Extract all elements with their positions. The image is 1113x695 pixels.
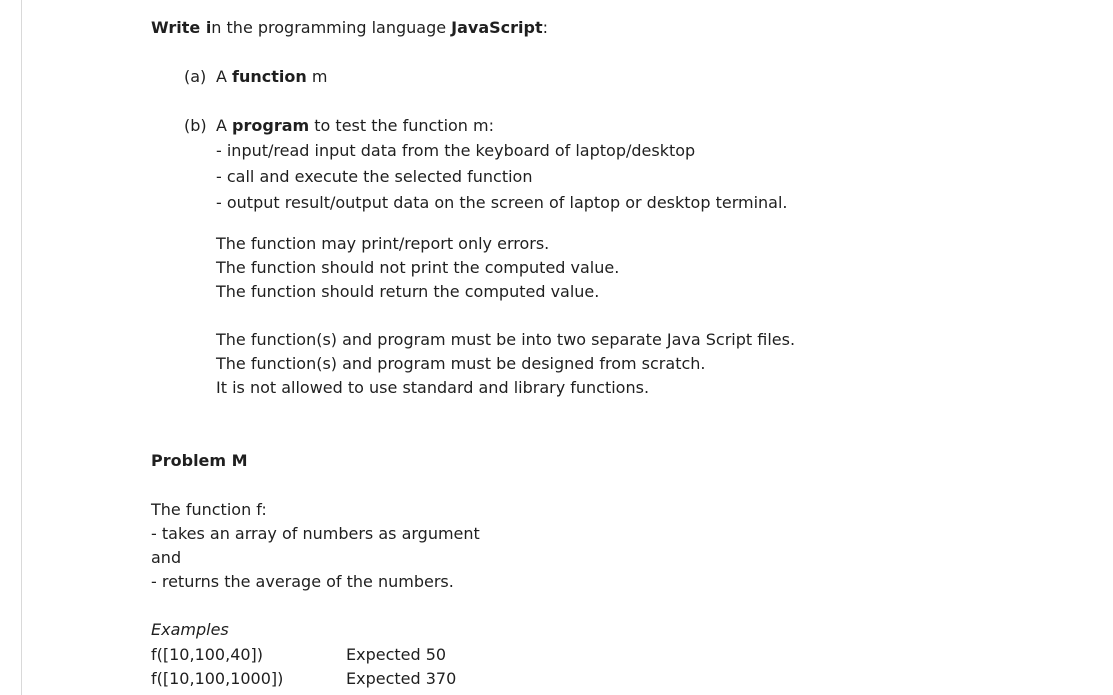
item-a-prefix: A [216,67,233,86]
example-call-2: f([10,100,1000]) [151,669,284,688]
problem-desc-line-4: - returns the average of the numbers. [151,572,454,591]
problem-desc-line-1: The function f: [151,500,267,519]
intro-line [151,16,548,40]
item-b-bold: program [232,116,310,135]
item-a-suffix: m [306,67,328,86]
intro-i-letter: i [205,18,212,37]
intro-suffix: : [542,18,549,37]
problem-desc-line-3: and [151,548,182,567]
item-b-line-3: - output result/output data on the screen of laptop or desktop terminal. [216,193,788,212]
example-expected-1: Expected 50 [346,645,447,664]
item-b-suffix: to test the function m: [309,116,494,135]
item-a-text [216,65,327,89]
item-a-marker: (a) [184,67,207,86]
examples-heading: Examples [151,620,229,639]
rule-1-line-1: The function may print/report only errors. [216,234,550,253]
page-left-border [21,0,22,695]
problem-desc-line-2: - takes an array of numbers as argument [151,524,480,543]
rule-2-line-3: It is not allowed to use standard and library functions. [216,378,650,397]
example-expected-2: Expected 370 [346,669,457,688]
example-call-1: f([10,100,40]) [151,645,264,664]
item-b-text [216,114,494,138]
item-a-bold: function [232,67,307,86]
rule-2-line-2: The function(s) and program must be designed from scratch. [216,354,706,373]
intro-language: JavaScript [451,18,543,37]
problem-title-text: Problem M [151,451,248,470]
problem-title [151,449,248,473]
item-b-marker: (b) [184,116,207,135]
rule-1-line-3: The function should return the computed value. [216,282,600,301]
item-b-prefix: A [216,116,233,135]
item-b-line-2: - call and execute the selected function [216,167,533,186]
item-b-line-1: - input/read input data from the keyboard of laptop/desktop [216,141,696,160]
intro-prefix: Write [151,18,206,37]
intro-middle: n the programming language [211,18,452,37]
rule-2-line-1: The function(s) and program must be into two separate Java Script files. [216,330,796,349]
rule-1-line-2: The function should not print the computed value. [216,258,620,277]
